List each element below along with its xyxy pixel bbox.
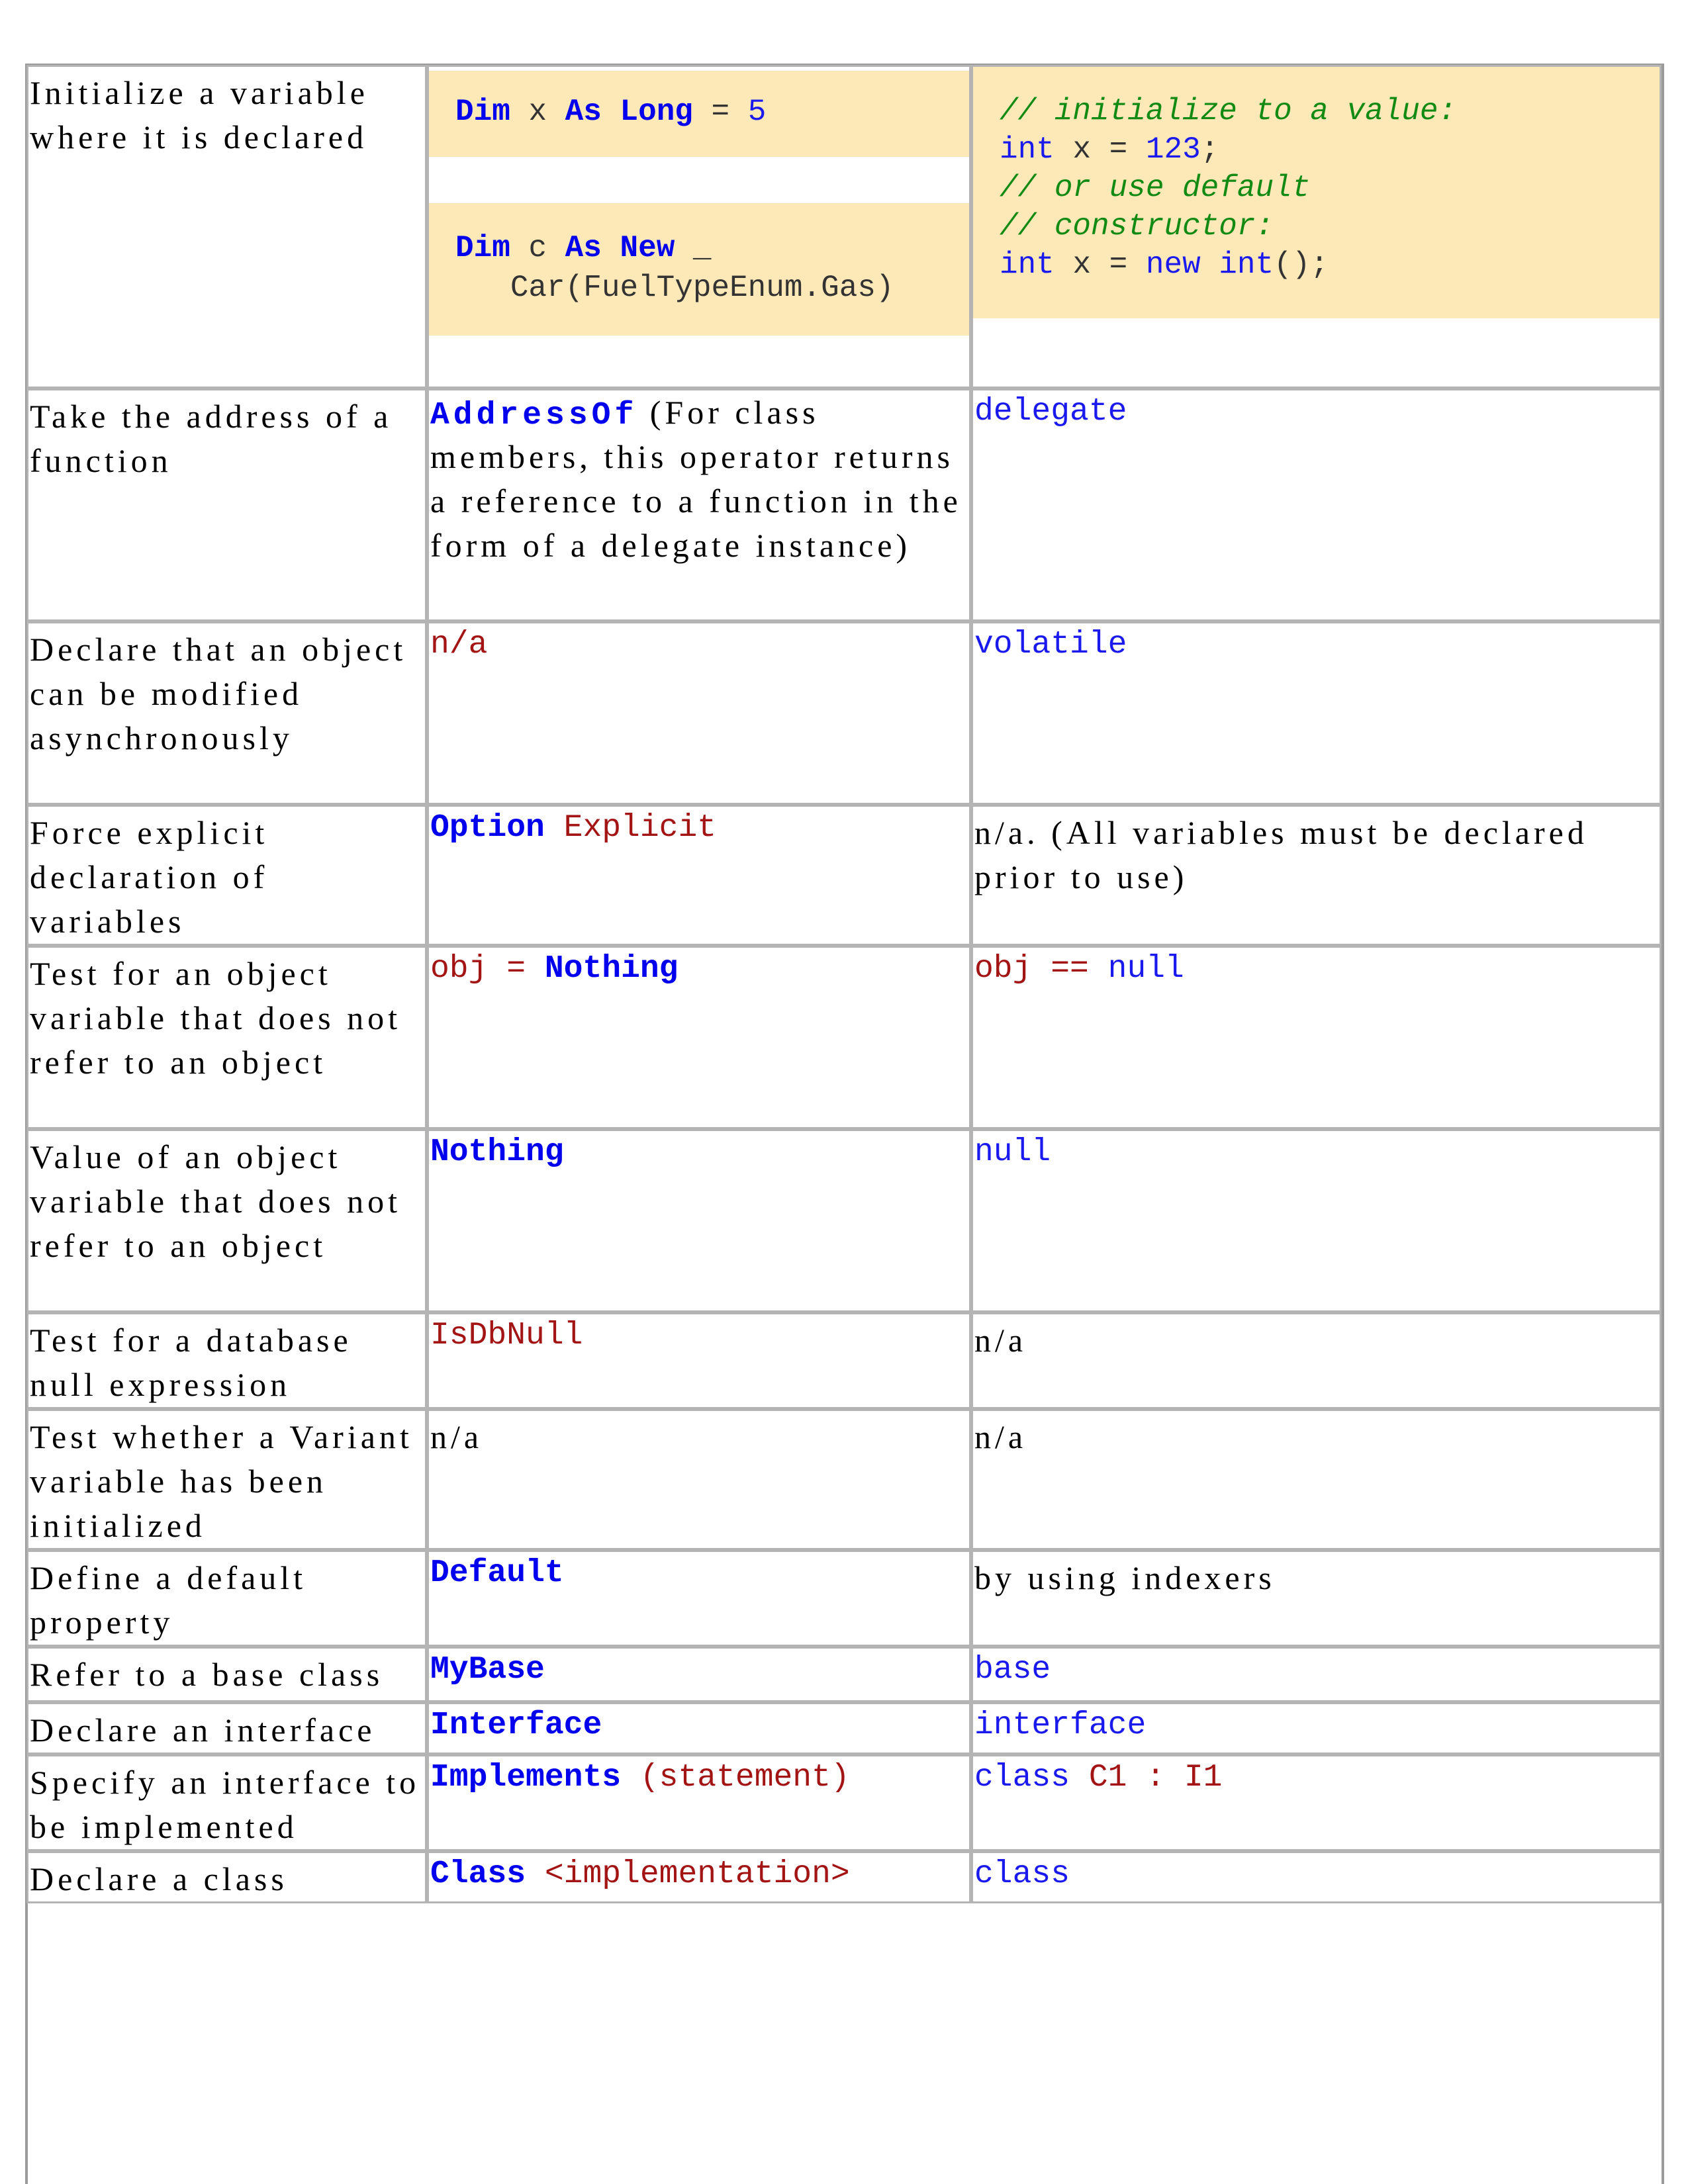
table-row xyxy=(26,621,1662,805)
vb-cell: AddressOf (For class members, this operator returns a reference to a function in the form of a delegate instance) xyxy=(427,388,971,621)
description-cell: Specify an interface to be implemented xyxy=(26,1754,427,1851)
vb-cell: n/a xyxy=(427,621,971,805)
table-row xyxy=(26,1702,1662,1754)
description-cell: Take the address of a function xyxy=(26,388,427,621)
vb-cell: Implements (statement) xyxy=(427,1754,971,1851)
cs-cell: volatile xyxy=(971,621,1662,805)
cs-cell: null xyxy=(971,1129,1662,1312)
description-cell: Declare a class xyxy=(26,1851,427,1903)
vb-cell: obj = Nothing xyxy=(427,946,971,1129)
description-cell: Declare that an object can be modified asynchronously xyxy=(26,621,427,805)
cs-cell: base xyxy=(971,1647,1662,1702)
table-row xyxy=(26,1754,1662,1851)
table-row xyxy=(26,388,1662,621)
vb-cell: MyBase xyxy=(427,1647,971,1702)
vb-cell: Interface xyxy=(427,1702,971,1754)
vb-cell: IsDbNull xyxy=(427,1312,971,1409)
vb-code-snippet: Dim c As New _ Car(FuelTypeEnum.Gas) xyxy=(429,203,969,336)
vb-code-snippet: Dim x As Long = 5 xyxy=(429,71,969,157)
cs-cell: delegate xyxy=(971,388,1662,621)
table-row xyxy=(26,1851,1662,1903)
cs-cell: class C1 : I1 xyxy=(971,1754,1662,1851)
vb-cell: Option Explicit xyxy=(427,805,971,946)
description-cell: Force explicit declaration of variables xyxy=(26,805,427,946)
vb-cell: Nothing xyxy=(427,1129,971,1312)
description-cell: Initialize a variable where it is declared xyxy=(26,65,427,388)
vb-cell xyxy=(427,65,971,388)
description-cell: Refer to a base class xyxy=(26,1647,427,1702)
vb-cell: n/a xyxy=(427,1409,971,1550)
table-row xyxy=(26,1312,1662,1409)
table-row xyxy=(26,1647,1662,1702)
cs-cell: n/a xyxy=(971,1312,1662,1409)
description-cell: Declare an interface xyxy=(26,1702,427,1754)
cs-cell: by using indexers xyxy=(971,1550,1662,1647)
table-row xyxy=(26,946,1662,1129)
vb-cell: Class <implementation> xyxy=(427,1851,971,1903)
table-row xyxy=(26,1409,1662,1550)
cs-cell: n/a xyxy=(971,1409,1662,1550)
cs-cell xyxy=(971,65,1662,388)
description-cell: Test for a database null expression xyxy=(26,1312,427,1409)
cs-cell: n/a. (All variables must be declared prior to use) xyxy=(971,805,1662,946)
table-row xyxy=(26,1129,1662,1312)
cs-cell: class xyxy=(971,1851,1662,1903)
cs-code-snippet: // initialize to a value: int x = 123; // or use default // constructor: int x = new int(); xyxy=(973,67,1660,318)
table-row xyxy=(26,805,1662,946)
cs-cell: interface xyxy=(971,1702,1662,1754)
description-cell: Value of an object variable that does not refer to an object xyxy=(26,1129,427,1312)
description-cell: Define a default property xyxy=(26,1550,427,1647)
comparison-table xyxy=(26,65,1662,1903)
cs-cell: obj == null xyxy=(971,946,1662,1129)
table-row xyxy=(26,1550,1662,1647)
table-row xyxy=(26,65,1662,388)
vb-cell: Default xyxy=(427,1550,971,1647)
description-cell: Test for an object variable that does not refer to an object xyxy=(26,946,427,1129)
description-cell: Test whether a Variant variable has been initialized xyxy=(26,1409,427,1550)
